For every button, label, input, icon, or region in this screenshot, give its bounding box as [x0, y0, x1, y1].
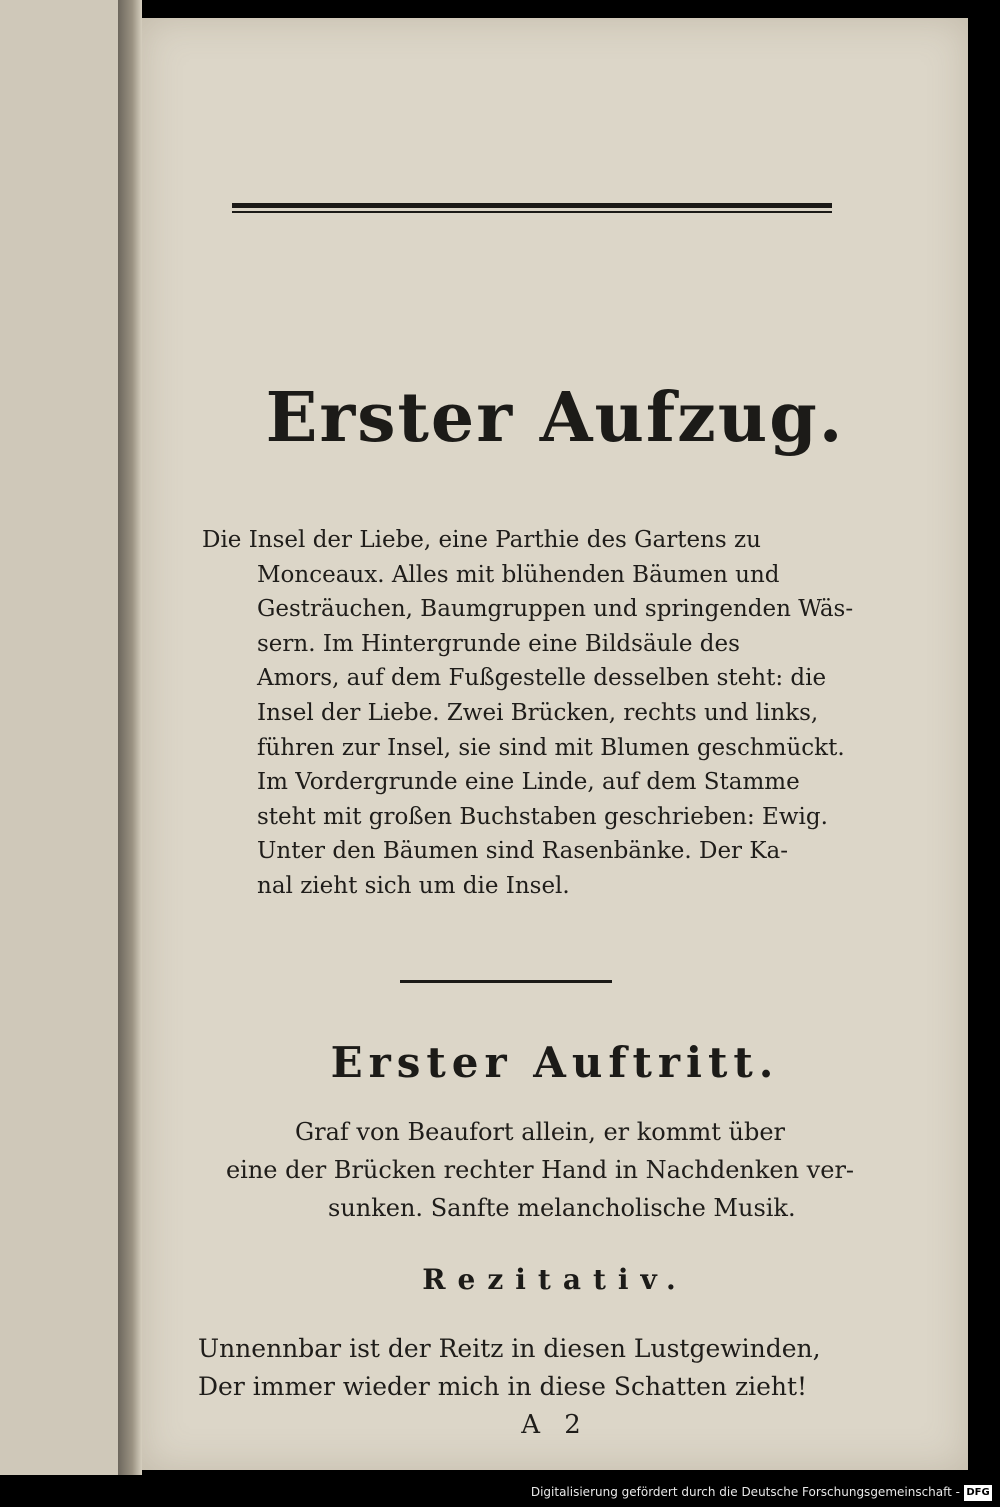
scene-line: Im Vordergrunde eine Linde, auf dem Stamme: [257, 769, 800, 796]
stage-direction: [200, 1113, 880, 1227]
facing-page: [0, 0, 120, 1475]
scene-heading: Erster Auftritt.: [330, 1038, 780, 1087]
page-title: Erster Aufzug.: [265, 378, 845, 458]
header-rule-thick: [232, 203, 832, 208]
dfg-logo: DFG: [964, 1485, 992, 1501]
scene-line: Monceaux. Alles mit blühenden Bäumen und: [257, 561, 780, 588]
scene-description: [202, 523, 852, 904]
scene-line: sern. Im Hintergrunde eine Bildsäule des: [257, 630, 740, 657]
scene-line: Gesträuchen, Baumgruppen und springenden Wäs-: [257, 596, 854, 623]
verse: [198, 1330, 888, 1406]
verse-line: Unnennbar ist der Reitz in diesen Lustgewinden,: [198, 1334, 821, 1363]
section-divider: [400, 980, 612, 983]
scene-line: Die Insel der Liebe, eine Parthie des Gartens zu: [202, 527, 761, 553]
stage-direction-line: sunken. Sanfte melancholische Musik.: [328, 1194, 796, 1222]
stage-direction-line: Graf von Beaufort allein, er kommt über: [294, 1118, 786, 1146]
scene-line: nal zieht sich um die Insel.: [257, 872, 570, 899]
book-gutter: [118, 0, 142, 1475]
scene-line: Insel der Liebe. Zwei Brücken, rechts und links,: [257, 699, 819, 726]
scene-line: Amors, auf dem Fußgestelle desselben steht: die: [257, 665, 827, 692]
scene-line: steht mit großen Buchstaben geschrieben: Ewig.: [257, 803, 828, 830]
scene-line: führen zur Insel, sie sind mit Blumen geschmückt.: [257, 734, 845, 761]
header-rule-thin: [232, 211, 832, 213]
book-page: [142, 18, 968, 1470]
footer-credit: Digitalisierung gefördert durch die Deutsche Forschungsgemeinschaft -: [530, 1485, 960, 1499]
scene-line: Unter den Bäumen sind Rasenbänke. Der Ka-: [257, 838, 789, 865]
verse-line: Der immer wieder mich in diese Schatten zieht!: [198, 1372, 808, 1401]
page-signature: A 2: [521, 1410, 589, 1440]
stage-direction-line: eine der Brücken rechter Hand in Nachdenken ver-: [225, 1156, 855, 1184]
section-label: Rezitativ.: [422, 1263, 688, 1296]
footer-bar: [0, 1475, 1000, 1507]
